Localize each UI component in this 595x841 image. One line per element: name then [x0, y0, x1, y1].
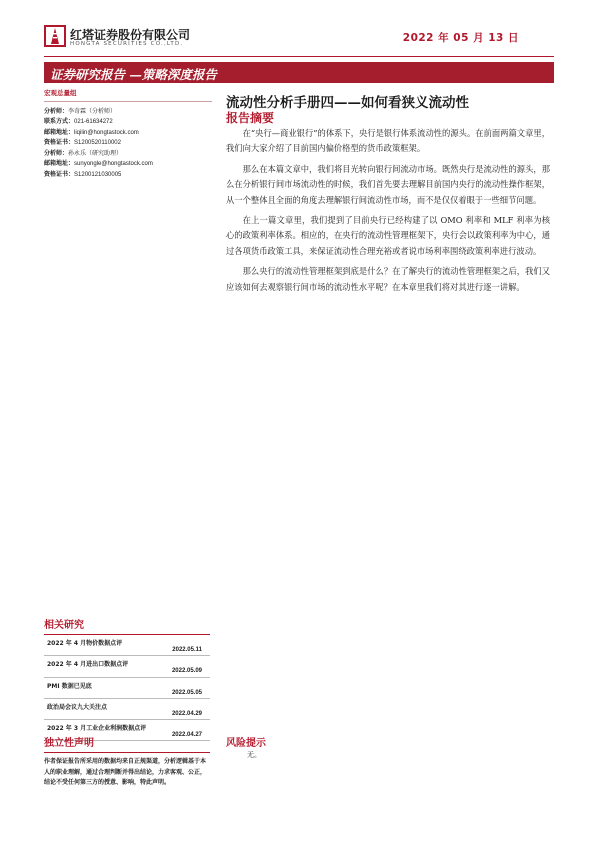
email-line [44, 159, 212, 170]
certificate-line [44, 138, 212, 149]
report-type-label: 证券研究报告 —策略深度报告 [50, 67, 217, 82]
field-key: 资格证书： [44, 170, 75, 178]
analyst-block-2 [44, 149, 212, 180]
field-key: 资格证书： [44, 139, 75, 147]
field-key: 分析师： [44, 108, 69, 115]
risk-text: 无。 [247, 751, 261, 759]
analyst-name-line [44, 149, 212, 159]
independence-heading: 独立性声明 [44, 734, 210, 753]
related-report-date: 2022.04.29 [171, 710, 202, 717]
related-report-title: PMI 数据已见底 [47, 682, 92, 690]
list-item[interactable] [44, 678, 210, 699]
related-report-date: 2022.05.09 [171, 668, 202, 675]
field-key: 联系方式： [44, 117, 75, 125]
hongta-tower-icon [44, 24, 66, 48]
email-line [44, 128, 212, 139]
research-group-label: 宏观总量组 [44, 88, 212, 102]
field-key: 分析师： [44, 150, 69, 158]
contact-line [44, 117, 212, 128]
field-key: 邮箱地址： [44, 159, 75, 167]
independence-text: 作者保证报告所采用的数据均来自正规渠道，分析逻辑基于本人的职业理解，通过合理判断并得出结论，力求客观、公正，结论不受任何第三方的授意、影响，特此声明。 [44, 758, 207, 786]
email-link[interactable]: sunyongle@hongtastock.com [74, 160, 153, 167]
related-report-date: 2022.05.05 [171, 689, 202, 696]
analyst-name: 孙永乐（研究助理） [68, 150, 123, 158]
header-divider [44, 56, 554, 57]
related-report-title: 2022 年 4 月物价数据点评 [47, 640, 123, 647]
analyst-block-1 [44, 107, 212, 149]
abstract-paragraph: 在上一篇文章里，我们提到了目前央行已经构建了以 OMO 利率和 MLF 利率为核心的政策利率体系。相应的，在央行的流动性管理框架下，央行会以政策利率为中心，通过各项货币政策工具，来保证流动性合理充裕或者说市场利率围绕政策利率进行波动。 [226, 215, 550, 256]
company-name-cn: 红塔证券股份有限公司 [70, 28, 191, 42]
related-report-title: 2022 年 4 月进出口数据点评 [47, 661, 129, 669]
list-item[interactable] [44, 656, 210, 677]
company-name-en: HONGTA SECURITIES CO.,LTD. [70, 41, 184, 47]
certificate-number: S1200121030005 [74, 171, 122, 178]
abstract-heading: 报告摘要 [226, 111, 275, 125]
independence-statement-section [44, 734, 210, 789]
certificate-line [44, 170, 212, 181]
related-report-title: 2022 年 3 月工业企业利润数据点评 [47, 725, 147, 733]
list-item[interactable] [44, 699, 210, 720]
report-type-banner [44, 62, 554, 83]
list-item[interactable] [44, 635, 210, 656]
abstract-paragraph: 那么在本篇文章中，我们将目光转向银行间流动市场。既然央行是流动性的源头，那么在分析银行间市场流动性的时候，我们首先要去理解目前国内央行的流动性操作框架，从一个整体且全面的角度去理解银行间流动性市场，而不是仅仅着眼于一些细节问题。 [226, 163, 550, 205]
related-report-title: 政治局会议九大关注点 [47, 703, 108, 711]
certificate-number: S1200520110002 [74, 140, 121, 147]
report-title: 流动性分析手册四——如何看狭义流动性 [226, 95, 469, 111]
analyst-info-panel [44, 88, 212, 181]
field-key: 邮箱地址： [44, 128, 75, 136]
risk-heading: 风险提示 [226, 738, 266, 749]
report-date: 2022 年 05 月 13 日 [402, 32, 519, 44]
related-research-section [44, 616, 210, 741]
email-link[interactable]: liqilin@hongtastock.com [74, 129, 139, 136]
phone-number: 021-61634272 [74, 118, 113, 125]
abstract-paragraph: 在“央行—商业银行”的体系下，央行是银行体系流动性的源头。在前面两篇文章里，我们向大家介绍了目前国内偏价格型的货币政策框架。 [226, 128, 550, 154]
analyst-name-line [44, 107, 212, 117]
related-report-date: 2022.05.11 [172, 647, 202, 653]
abstract-paragraph: 那么央行的流动性管理框架到底是什么？在了解央行的流动性管理框架之后，我们又应该如何去观察银行间市场的流动性水平呢？在本章里我们将对其进行逐一讲解。 [226, 266, 550, 292]
company-logo [44, 24, 204, 52]
abstract-body [226, 126, 550, 300]
related-research-heading: 相关研究 [44, 616, 210, 635]
related-report-date: 2022.04.27 [171, 732, 202, 739]
risk-notice-section [226, 734, 550, 760]
analyst-name: 李奇霖（分析师） [68, 108, 117, 115]
